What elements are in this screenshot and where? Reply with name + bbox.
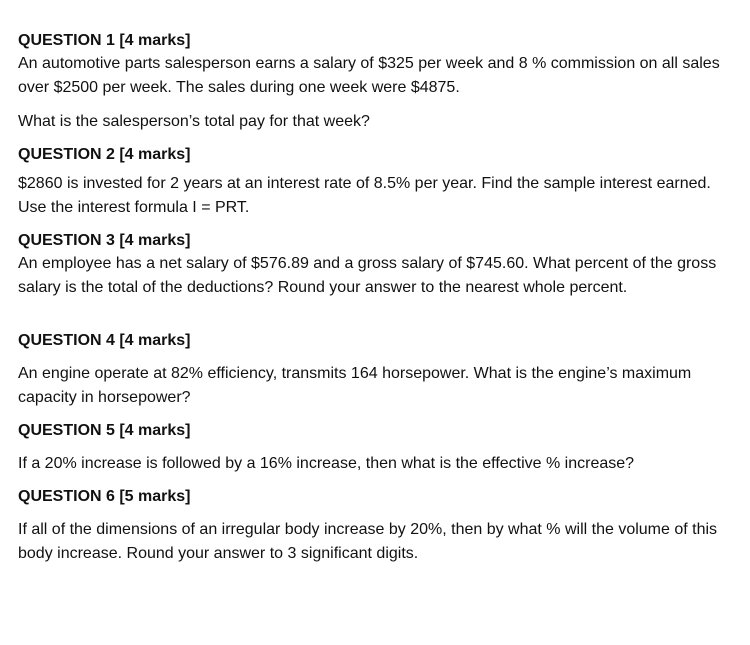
- question-3-heading: QUESTION 3 [4 marks]: [18, 232, 191, 249]
- question-1-text: An automotive parts salesperson earns a salary of $325 per week and 8 % commission on all sales over $2500 per week. The sales during one week were $4875.: [18, 55, 720, 96]
- question-5-heading: QUESTION 5 [4 marks]: [18, 422, 191, 439]
- question-6-text: If all of the dimensions of an irregular body increase by 20%, then by what % will the volume of this body increase. Round your answer to 3 significant digits.: [18, 521, 718, 562]
- question-1-heading: QUESTION 1 [4 marks]: [18, 32, 191, 49]
- question-4-text: An engine operate at 82% efficiency, transmits 164 horsepower. What is the engine’s maximum capacity in horsepower?: [18, 365, 692, 406]
- question-4-heading: QUESTION 4 [4 marks]: [18, 332, 191, 349]
- question-1-prompt: What is the salesperson’s total pay for that week?: [18, 113, 370, 130]
- question-2-heading: QUESTION 2 [4 marks]: [18, 146, 191, 163]
- question-document: [18, 30, 743, 566]
- question-2-text: $2860 is invested for 2 years at an interest rate of 8.5% per year. Find the sample interest earned. Use the interest formula I = PRT.: [18, 175, 711, 216]
- question-3-text: An employee has a net salary of $576.89 and a gross salary of $745.60. What percent of the gross salary is the total of the deductions? Round your answer to the nearest whole percent.: [18, 255, 717, 296]
- question-5-text: If a 20% increase is followed by a 16% increase, then what is the effective % increase?: [18, 455, 635, 472]
- question-6-heading: QUESTION 6 [5 marks]: [18, 488, 191, 505]
